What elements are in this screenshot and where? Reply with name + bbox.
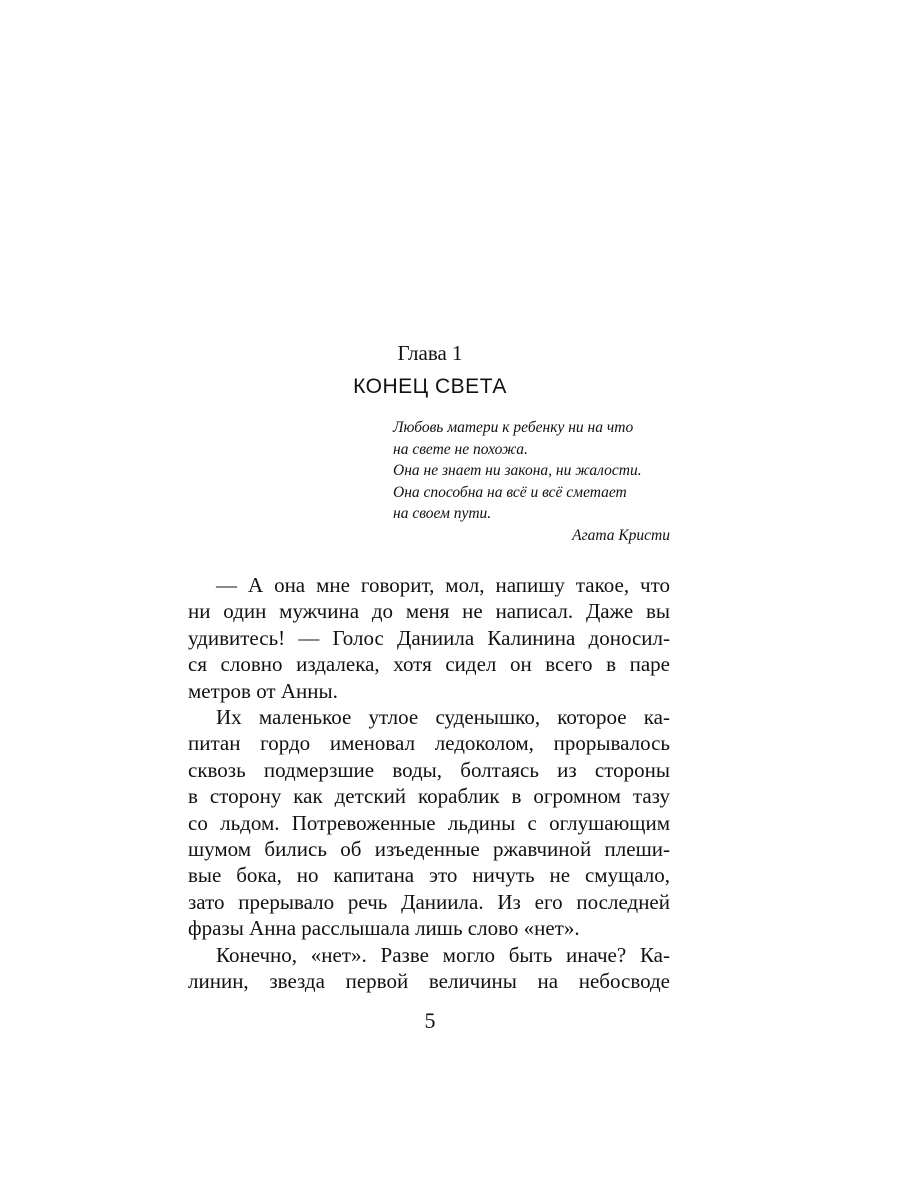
epigraph-line: на своем пути. — [393, 505, 492, 522]
epigraph-line: Она не знает ни закона, ни жалости. — [393, 462, 642, 479]
text-line: фразы Анна расслышала лишь слово «нет». — [188, 916, 580, 941]
text-line: со льдом. Потревоженные льдины с оглушающим — [188, 810, 670, 835]
text-line: в сторону как детский кораблик в огромном тазу — [188, 784, 670, 809]
text-line: ся словно издалека, хотя сидел он всего в паре — [188, 652, 670, 677]
epigraph-line: Она способна на всё и всё сметает — [393, 483, 627, 501]
body-text — [188, 572, 670, 995]
text-line: Их маленькое утлое суденышко, которое ка- — [216, 705, 670, 730]
epigraph-line: на свете не похожа. — [393, 440, 528, 458]
text-line: шумом бились об изъеденные ржавчиной плеши- — [188, 837, 670, 862]
chapter-label: Глава 1 — [397, 341, 463, 365]
text-line: удивитесь! — Голос Даниила Калинина доносил- — [188, 625, 670, 650]
text-line: питан гордо именовал ледоколом, прорывалось — [188, 731, 670, 756]
text-line: метров от Анны. — [188, 678, 338, 703]
text-line: сквозь подмерзшие воды, болтаясь из стороны — [188, 757, 670, 782]
text-line: зато прерывало речь Даниила. Из его последней — [188, 889, 670, 914]
text-line: линин, звезда первой величины на небосводе — [188, 969, 670, 994]
text-line: Конечно, «нет». Разве могло быть иначе? Ка- — [216, 942, 670, 967]
epigraph — [393, 417, 670, 546]
text-line: ни один мужчина до меня не написал. Даже вы — [188, 599, 670, 624]
chapter-title: КОНЕЦ СВЕТА — [353, 375, 507, 398]
text-line: вые бока, но капитана это ничуть не смущало, — [188, 863, 670, 888]
page-number: 5 — [424, 1008, 436, 1033]
epigraph-author: Агата Кристи — [572, 526, 670, 544]
epigraph-line: Любовь матери к ребенку ни на что — [393, 419, 634, 436]
text-line: — А она мне говорит, мол, напишу такое, что — [216, 573, 670, 597]
